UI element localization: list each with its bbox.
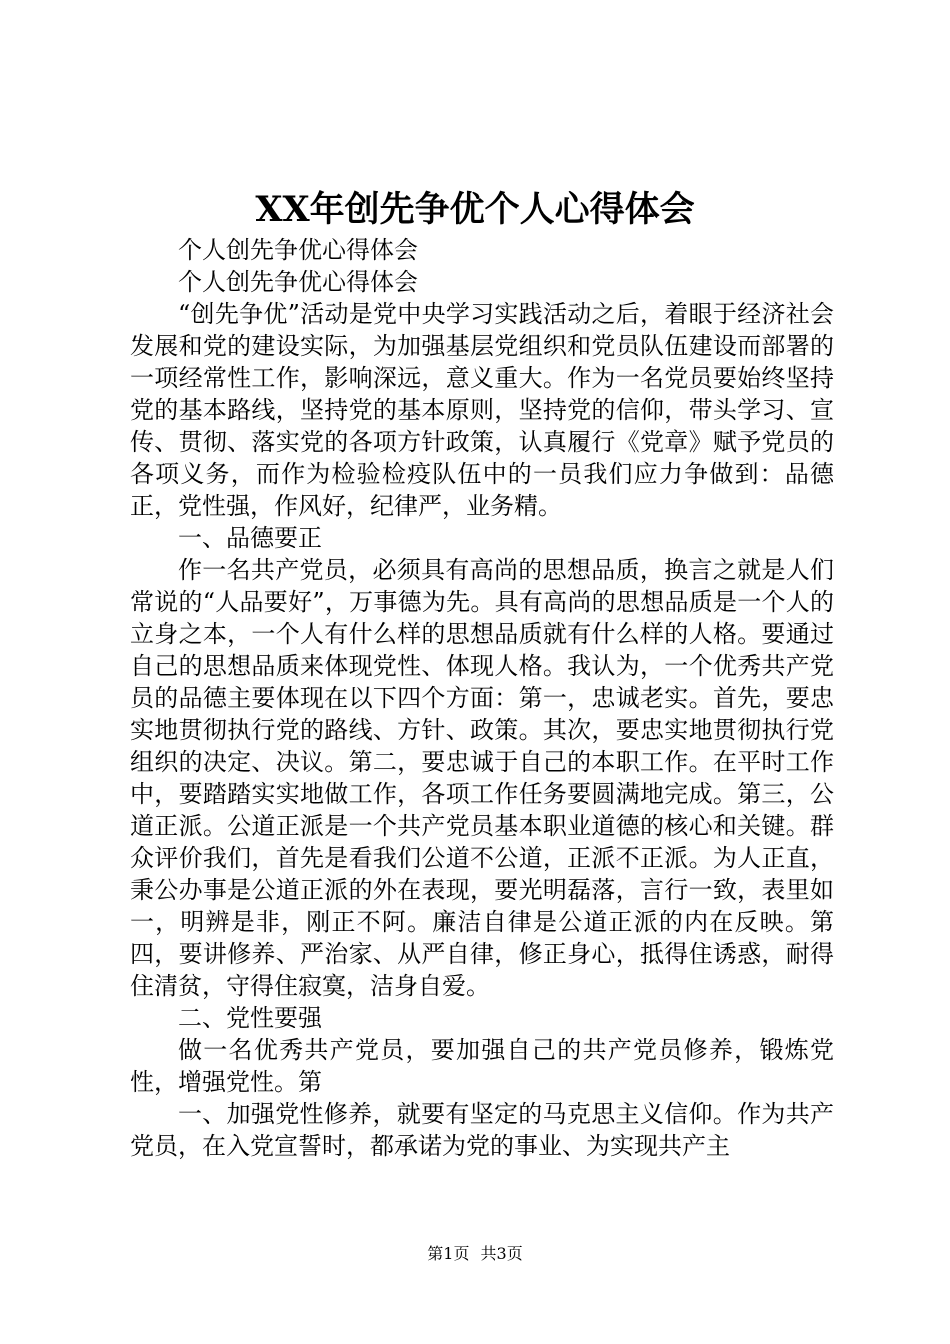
paragraph: 作一名共产党员，必须具有高尚的思想品质，换言之就是人们常说的“人品要好”，万事德为先。具有高尚的思想品质是一个人的立身之本，一个人有什么样的思想品质就有什么样的人格。要通过自己的思想品质来体现党性、体现人格。我认为，一个优秀共产党员的品德主要体现在以下四个方面：第一，忠诚老实。首先，要忠实地贯彻执行党的路线、方针、政策。其次，要忠实地贯彻执行党组织的决定、决议。第二，要忠诚于自己的本职工作。在平时工作中，要踏踏实实地做工作，各项工作任务要圆满地完成。第三，公道正派。公道正派是一个共产党员基本职业道德的核心和关键。群众评价我们，首先是看我们公道不公道，正派不正派。为人正直，秉公办事是公道正派的外在表现，要光明磊落，言行一致，表里如一，明辨是非，刚正不阿。廉洁自律是公道正派的内在反映。第四，要讲修养、严治家、从严自律，修正身心，抵得住诱惑，耐得住清贫，守得住寂寞，洁身自爱。 (130, 556, 834, 1000)
page-number: 第1页 (427, 1244, 470, 1263)
section-heading: 二、党性要强 (178, 1004, 322, 1032)
section-heading: 一、品德要正 (178, 524, 322, 552)
page-total: 共3页 (480, 1244, 523, 1263)
paragraph: 一、加强党性修养，就要有坚定的马克思主义信仰。作为共产党员，在入党宣誓时，都承诺为党的事业、为实现共产主 (130, 1100, 834, 1160)
paragraph: 做一名优秀共产党员，要加强自己的共产党员修养，锻炼党性，增强党性。第 (130, 1036, 834, 1096)
paragraph: 个人创先争优心得体会 (178, 236, 418, 264)
page-footer (0, 1243, 950, 1265)
paragraph: 个人创先争优心得体会 (178, 268, 418, 296)
document-title: XX年创先争优个人心得体会 (255, 189, 695, 230)
paragraph: “创先争优”活动是党中央学习实践活动之后，着眼于经济社会发展和党的建设实际，为加强基层党组织和党员队伍建设而部署的一项经常性工作，影响深远，意义重大。作为一名党员要始终坚持党的基本路线，坚持党的基本原则，坚持党的信仰，带头学习、宣传、贯彻、落实党的各项方针政策，认真履行《党章》赋予党员的各项义务，而作为检验检疫队伍中的一员我们应力争做到：品德正，党性强，作风好，纪律严，业务精。 (130, 300, 834, 520)
document-body (130, 234, 834, 1162)
